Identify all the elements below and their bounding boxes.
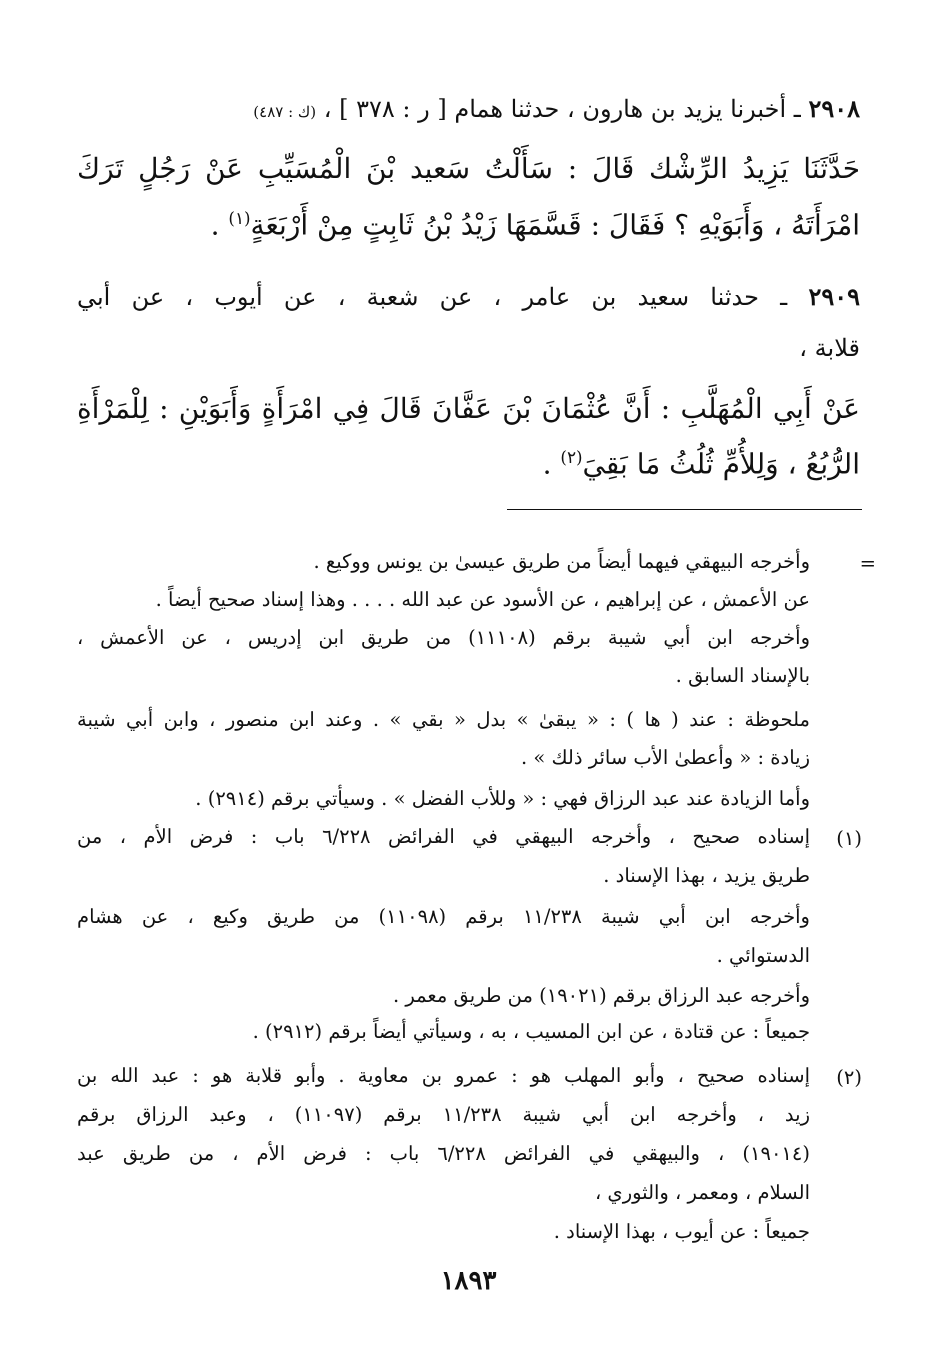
hadith-2908-chain: [253, 94, 860, 123]
hadith-2909-chain-line-1: [77, 282, 860, 311]
footnote-2-line: جميعاً : عن أيوب ، بهذا الإسناد .: [553, 1220, 810, 1243]
footnote-cont-line: وأخرجه ابن أبي شيبة برقم (١١١٠٨) من طريق ابن إدريس ، عن الأعمش ،: [77, 626, 811, 649]
footnote-ref: (١): [228, 208, 251, 228]
hadith-text-end: .: [542, 447, 561, 481]
footnote-cont-line: بالإسناد السابق .: [675, 664, 810, 687]
footnote-1-line: وأخرجه ابن أبي شيبة ١١/٢٣٨ برقم (١١٠٩٨) من طريق وكيع ، عن هشام: [77, 905, 810, 928]
hadith-number: ٢٩٠٨: [808, 94, 860, 123]
footnote-1-line: الدستوائي .: [716, 944, 810, 967]
footnote-1-line: وأخرجه عبد الرزاق برقم (١٩٠٢١) من طريق معمر .: [392, 984, 810, 1007]
footnote-separator: [507, 509, 862, 510]
footnote-cont-line: وأما الزيادة عند عبد الرزاق فهي : « وللأب الفضل » . وسيأتي برقم (٢٩١٤) .: [195, 787, 810, 810]
hadith-text: امْرَأَتَهُ ، وَأَبَوَيْهِ ؟ فَقَالَ : قَسَّمَهَا زَيْدُ بْنُ ثَابِتٍ مِنْ أَرْبَعَةٍ: [250, 208, 860, 242]
footnote-1-line: إسناده صحيح ، وأخرجه البيهقي في الفرائض ٦/٢٢٨ باب : فرض الأم ، من: [77, 825, 810, 848]
page-number: ١٨٩٣: [440, 1266, 497, 1296]
hadith-number: ٢٩٠٩: [808, 282, 860, 311]
footnote-2-line: زيد ، وأخرجه ابن أبي شيبة ١١/٢٣٨ برقم (١١٠٩٧) ، وعبد الرزاق برقم: [77, 1103, 810, 1126]
hadith-2909-text-line-2: [543, 447, 860, 480]
footnote-1-line: طريق يزيد ، بهذا الإسناد .: [603, 864, 810, 887]
hadith-2909-chain-line-2: قلابة ،: [799, 334, 860, 362]
footnote-cont-line: وأخرجه البيهقي فيهما أيضاً من طريق عيسىٰ بن يونس ووكيع .: [313, 550, 810, 573]
footnote-2-marker: (٢): [836, 1066, 862, 1089]
footnote-ref: (٢): [560, 447, 583, 467]
hadith-chain-text: ـ أخبرنا يزيد بن هارون ، حدثنا همام [ ر : ٣٧٨ ] ،: [316, 95, 809, 123]
footnote-2-line: السلام ، ومعمر ، والثوري ،: [594, 1181, 810, 1204]
footnote-2-line: (١٩٠١٤) ، والبيهقي في الفرائض ٦/٢٢٨ باب : فرض الأم ، من طريق عبد: [77, 1142, 810, 1165]
footnote-cont-line: ملحوظة : عند ( ها ) : « يبقىٰ » بدل « بقي » . وعند ابن منصور ، وابن أبي شيبة: [77, 708, 810, 731]
source-ref: (ك : ٤٨٧): [253, 103, 317, 121]
hadith-2909-text-line-1: عَنْ أَبِي الْمُهَلَّبِ : أَنَّ عُثْمَانَ بْنَ عَفَّانَ قَالَ فِي امْرَأَةٍ وَأَبَوَيْنِ : لِلْمَرْأَةِ: [77, 392, 860, 425]
hadith-2908-text-line-1: حَدَّثَنَا يَزِيدُ الرِّشْك قَالَ : سَأَلْتُ سَعيد بْنَ الْمُسَيِّبِ عَنْ رَجُلٍ تَرَكَ: [77, 152, 860, 185]
footnote-1-marker: (١): [836, 827, 862, 850]
footnote-1-line: جميعاً : عن قتادة ، عن ابن المسيب ، به ، وسيأتي أيضاً برقم (٢٩١٢) .: [252, 1020, 810, 1043]
hadith-chain-text: ـ حدثنا سعيد بن عامر ، عن شعبة ، عن أيوب ، عن أبي: [77, 283, 809, 311]
hadith-text-end: .: [210, 208, 229, 242]
hadith-text: الرُّبُعُ ، وَلِلأُمِّ ثُلُثُ مَا بَقِيَ: [582, 447, 860, 481]
hadith-2908-text-line-2: [211, 208, 860, 241]
continuation-marker: =: [859, 552, 876, 575]
footnote-2-line: إسناده صحيح ، وأبو المهلب هو : عمرو بن معاوية . وأبو قلابة هو : عبد الله بن: [77, 1064, 810, 1087]
footnote-cont-line: زيادة : « وأعطىٰ الأب سائر ذلك » .: [520, 746, 810, 769]
footnote-cont-line: عن الأعمش ، عن إبراهيم ، عن الأسود عن عبد الله . . . . وهذا إسناد صحيح أيضاً .: [155, 588, 810, 611]
